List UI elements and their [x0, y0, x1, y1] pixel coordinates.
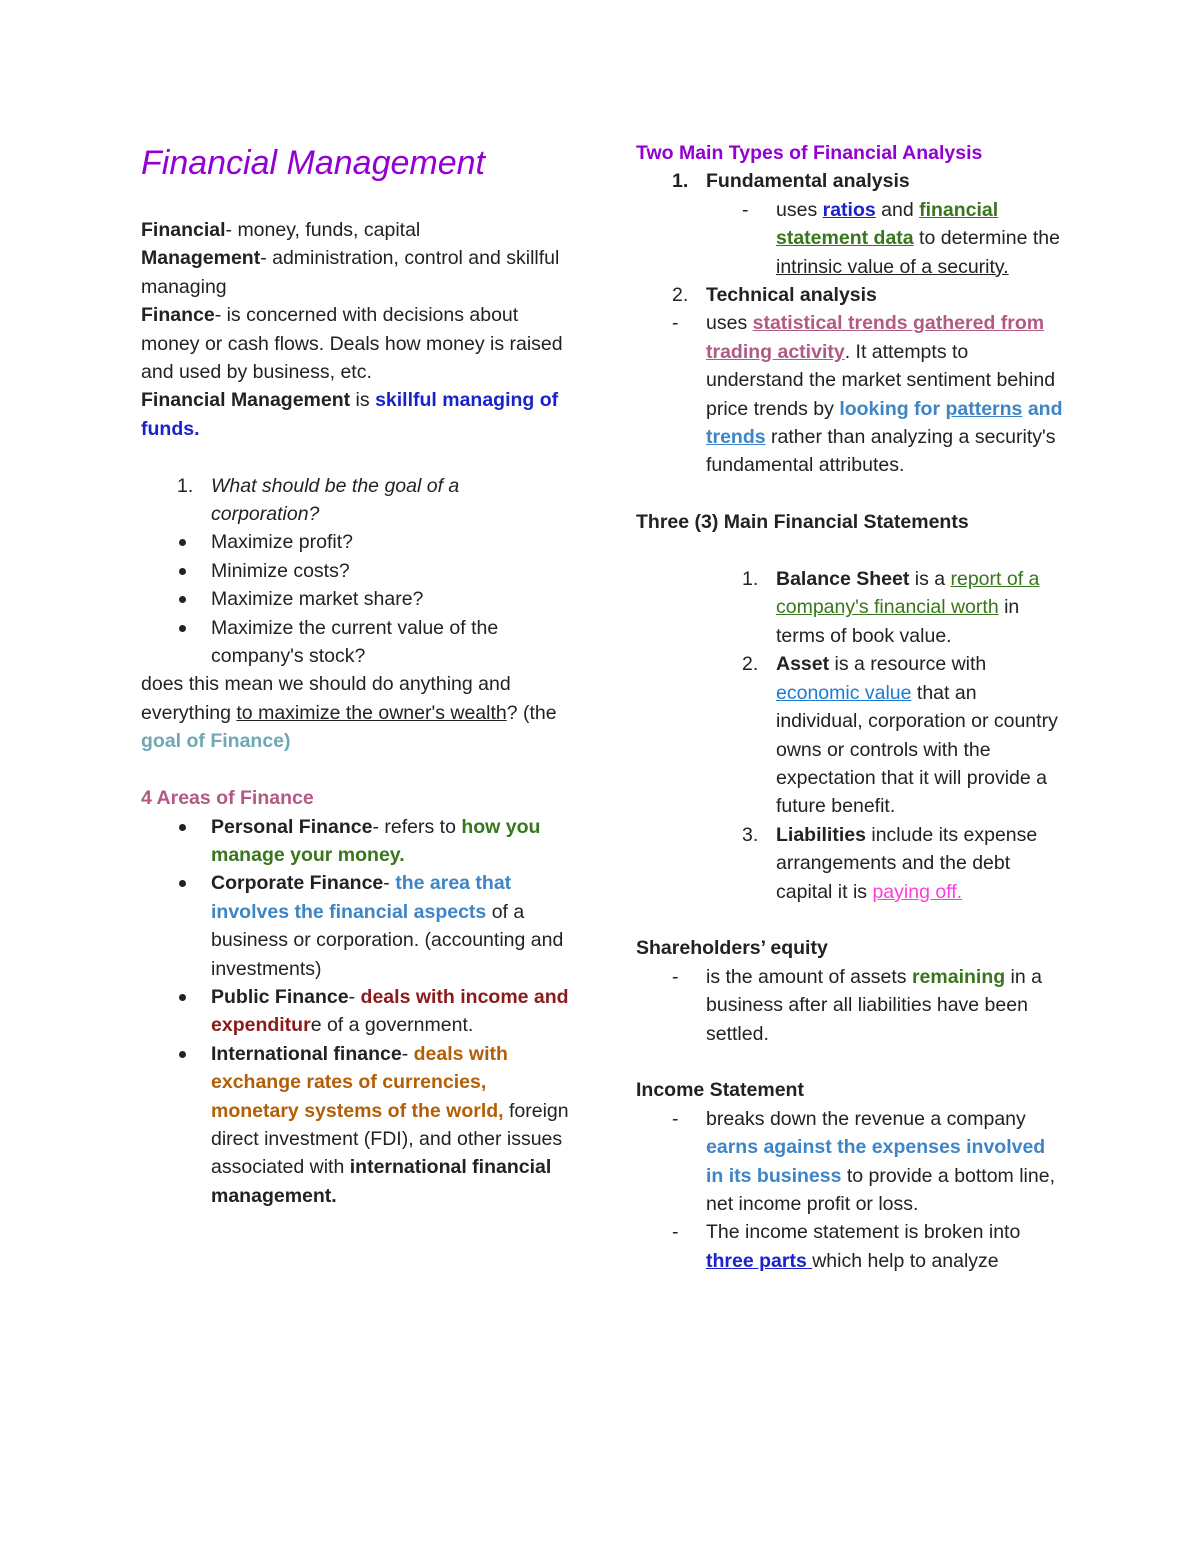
text: is a [909, 568, 951, 591]
section-heading-statements: Three (3) Main Financial Statements [636, 511, 969, 534]
term: International finance [211, 1042, 402, 1065]
section-heading-areas: 4 Areas of Finance [141, 787, 314, 810]
highlight: statistical trends gathered from trading activity [706, 312, 1045, 363]
highlight: goal of Finance) [141, 730, 291, 753]
underlined-text: to maximize the owner's wealth [236, 701, 507, 724]
bullet-icon [179, 539, 186, 546]
text: breaks down the revenue a company [706, 1107, 1026, 1130]
list-item-asset [636, 650, 1066, 820]
text: uses [706, 312, 753, 335]
paragraph-owner-wealth [141, 670, 571, 755]
sub-item-fundamental [636, 196, 1066, 281]
highlight: how you manage your money. [211, 815, 541, 866]
item-title: Fundamental analysis [706, 170, 910, 193]
term: Personal Finance [211, 815, 373, 838]
definition-management [141, 244, 571, 301]
highlight: earns against the expenses involved in its business [706, 1136, 1046, 1187]
text: . It attempts to understand the market sentiment behind price trends by [706, 340, 1056, 420]
definition: - is concerned with decisions about money or cash flows. Deals how money is raised and used by business, etc. [141, 304, 563, 384]
bullet-icon [179, 994, 186, 1001]
section-heading-equity: Shareholders’ equity [636, 937, 828, 960]
highlight: remaining [911, 965, 1006, 988]
text: - [401, 1042, 414, 1065]
list-item [141, 585, 571, 613]
term: Public Finance [211, 985, 349, 1008]
list-item [141, 557, 571, 585]
underlined-text: report of a company's financial worth [776, 568, 1040, 619]
highlight: ratios [822, 198, 876, 221]
text: is [350, 389, 376, 412]
section-heading-analysis: Two Main Types of Financial Analysis [636, 142, 983, 164]
list-item-personal-finance [141, 813, 571, 870]
text: to determine the [913, 227, 1060, 250]
highlight: patterns [945, 397, 1023, 420]
bullet-icon [179, 1051, 186, 1058]
highlight: trends [706, 426, 766, 449]
list-item-corporate-finance [141, 869, 571, 983]
term: Financial [141, 219, 226, 241]
sub-item-income-2 [636, 1218, 1066, 1275]
text: to provide a bottom line, net income profit or loss. [706, 1164, 1055, 1215]
term: Management [141, 247, 261, 270]
bullet-icon [179, 568, 186, 575]
list-number: 3. [742, 823, 759, 846]
dash-marker: - [672, 965, 679, 988]
text: ? (the [506, 701, 557, 724]
option-text: Minimize costs? [211, 559, 350, 582]
list-item-liabilities [636, 821, 1066, 906]
list-item-public-finance [141, 983, 571, 1040]
text: e of a government. [310, 1014, 474, 1037]
list-number: 1. [742, 568, 759, 591]
section-heading-income: Income Statement [636, 1079, 804, 1102]
list-item-balance-sheet [636, 565, 1066, 650]
left-column [141, 216, 571, 1210]
bullet-icon [179, 880, 186, 887]
sub-item-technical [636, 309, 1066, 479]
underlined-text: intrinsic value of a security. [776, 255, 1009, 278]
definition-finance [141, 301, 571, 386]
definition: - administration, control and skillful managing [141, 247, 560, 298]
option-text: Maximize market share? [211, 588, 424, 611]
highlight: and [1022, 397, 1063, 420]
definition-financial-management [141, 386, 571, 443]
highlight: deals with exchange rates of currencies, monetary systems of the world, [211, 1042, 508, 1122]
text: of a business or corporation. (accounting and investments) [211, 900, 564, 980]
text: is the amount of assets [706, 965, 912, 988]
text: is a resource with [829, 653, 987, 676]
bold-text: international financial management. [211, 1156, 552, 1207]
option-text: Maximize profit? [211, 531, 353, 554]
list-number: 1. [672, 170, 689, 193]
page-title: Financial Management [141, 144, 485, 182]
bullet-icon [179, 625, 186, 632]
definition: - money, funds, capital [225, 219, 421, 241]
text: and [875, 198, 920, 221]
list-number: 1. [177, 474, 194, 497]
text: rather than analyzing a security's fundamental attributes. [706, 426, 1056, 477]
right-column [636, 139, 1066, 1275]
question-text: What should be the goal of a corporation? [211, 474, 460, 526]
dash-marker: - [672, 1221, 679, 1244]
bullet-icon [179, 596, 186, 603]
question-item [141, 472, 571, 529]
list-item-international-finance [141, 1040, 571, 1210]
list-item-technical [636, 281, 1066, 309]
text: - [348, 985, 361, 1008]
text: foreign direct investment (FDI), and other issues associated with [211, 1099, 569, 1179]
term: Asset [776, 653, 830, 676]
sub-item-income-1 [636, 1105, 1066, 1219]
highlight: skillful managing of funds. [141, 389, 559, 440]
option-text: Maximize the current value of the company's stock? [211, 616, 499, 668]
text: - refers to [372, 815, 462, 838]
highlight: three parts [706, 1249, 813, 1272]
highlight: the area that involves the financial aspects [211, 872, 512, 923]
list-item-fundamental [636, 167, 1066, 195]
highlight: financial statement data [776, 198, 999, 250]
highlight: deals with income and expenditur [211, 985, 569, 1037]
text: in a business after all liabilities have been settled. [706, 965, 1042, 1045]
definition-financial [141, 216, 571, 244]
underlined-text: paying off. [872, 880, 963, 903]
text: in terms of book value. [776, 596, 1020, 647]
term: Liabilities [776, 823, 866, 846]
dash-marker: - [672, 1107, 679, 1130]
text: uses [776, 198, 823, 221]
dash-marker: - [672, 312, 679, 335]
text: that an individual, corporation or country owns or controls with the expectation that it will provide a future benefit. [776, 681, 1058, 818]
bullet-icon [179, 824, 186, 831]
term: Finance [141, 304, 215, 327]
term: Corporate Finance [211, 872, 384, 895]
text: - [383, 872, 396, 895]
text: include its expense arrangements and the debt capital it is [776, 823, 1038, 903]
underlined-text: economic value [776, 681, 912, 704]
term: Balance Sheet [776, 568, 910, 591]
term: Financial Management [141, 389, 351, 412]
item-title: Technical analysis [706, 284, 877, 307]
list-number: 2. [672, 284, 689, 307]
text: does this mean we should do anything and everything [141, 673, 511, 724]
sub-item-equity [636, 963, 1066, 1048]
dash-marker: - [742, 198, 749, 221]
highlight: looking for [839, 397, 946, 420]
list-number: 2. [742, 653, 759, 676]
list-item [141, 528, 571, 556]
text: The income statement is broken into [706, 1221, 1021, 1244]
list-item [141, 614, 571, 671]
text: which help to analyze [812, 1249, 999, 1272]
